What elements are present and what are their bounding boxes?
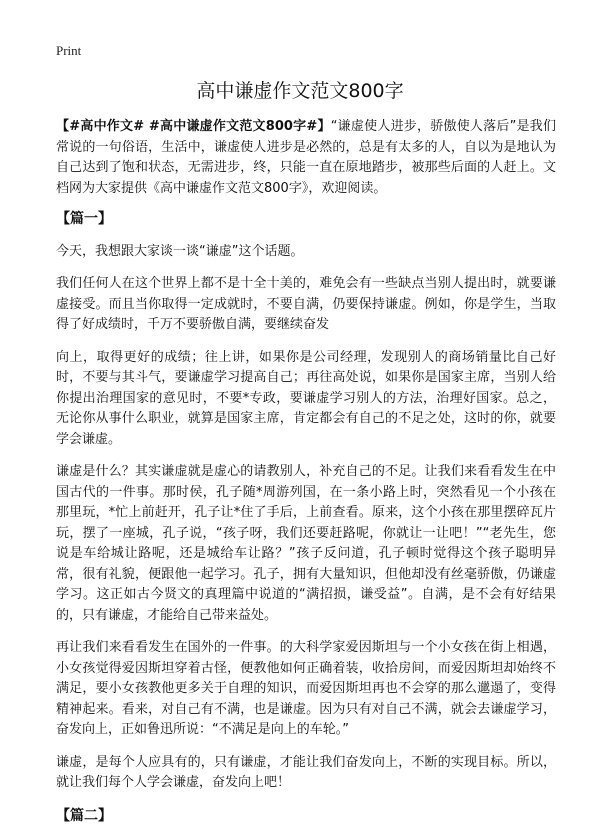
intro-tag: 【#高中作文# #高中谦虚作文范文800字#】 [56,119,331,134]
intro-text: “谦虚使人进步，骄傲使人落后”是我们常说的一句俗语，生活中，谦虚使人进步是必然的，总是有太多的人，自以为是地认为自己达到了饱和状态，无需进步，终，只能一直在原地踏步，被那些后面的人赶上。文档网为大家提供《高中谦虚作文范文800字》，欢迎阅读。 [56,119,556,196]
paragraph-2: 我们任何人在这个世界上都不是十全十美的，难免会有一些缺点当别人提出时，就要谦虚接受。而且当你取得一定成就时，不要自满，仍要保持谦虚。例如，你是学生，当取得了好成绩时，千万不要骄傲自满，要继续奋发 [56,276,556,332]
article-body [56,117,556,838]
paragraph-1: 今天，我想跟大家谈一谈“谦虚”这个话题。 [56,243,304,259]
print-link[interactable]: Print [56,43,82,58]
paragraph-3: 向上，取得更好的成绩；往上讲，如果你是公司经理，发现别人的商场销量比自己好时，不要与其斗气，要谦虚学习提高自己；再往高处说，如果你是国家主席，当别人给你提出治理国家的意见时，不要*专政，要谦虚学习别人的方法，治理好国家。总之，无论你从事什么职业，就算是国家主席，肯定都会有自己的不足之处，这时的你，就要学会谦虚。 [56,349,556,447]
paragraph-6: 谦虚，是每个人应具有的，只有谦虚，才能让我们奋发向上，不断的实现目标。所以，就让我们每个人学会谦虚，奋发向上吧！ [56,754,556,790]
intro-paragraph [56,117,556,199]
paragraph-5: 再让我们来看看发生在国外的一件事。的大科学家爱因斯坦与一个小女孩在街上相遇，小女孩觉得爱因斯坦穿着古怪，便教他如何正确着装，收拾房间，而爱因斯坦却始终不满足，要小女孩教他更多关于自理的知识，而爱因斯坦再也不会穿的那么邋遢了，变得精神起来。看来，对自己有不满，也是谦虚。因为只有对自己不满，就会去谦虚学习，奋发向上，正如鲁迅所说：“不满足是向上的车轮。” [56,640,556,737]
article-title: 高中谦虚作文范文800字 [196,80,404,102]
paragraph-4: 谦虚是什么？其实谦虚就是虚心的请教别人，补充自己的不足。让我们来看看发生在中国古代的一件事。那时侯，孔子随*周游列国，在一条小路上时，突然看见一个小孩在那里玩，*忙上前赶开，孔子让*住了手后，上前查看。原来，这个小孩在那里摆碎瓦片玩，摆了一座城，孔子说，“孩子呀，我们还要赶路呢，你就让一让吧！”“老先生，您说是车给城让路呢，还是城给车让路？”孩子反问道，孔子顿时觉得这个孩子聪明异常，很有礼貌，便跟他一起学习。孔子，拥有大量知识，但他却没有丝毫骄傲，仍谦虚学习。这正如古今贤文的真理篇中说道的“满招损，谦受益”。自满，是不会有好结果的，只有谦虚，才能给自己带来益处。 [56,464,556,623]
section-heading-2: 【篇二】 [56,807,112,824]
section-heading-1: 【篇一】 [56,211,112,227]
